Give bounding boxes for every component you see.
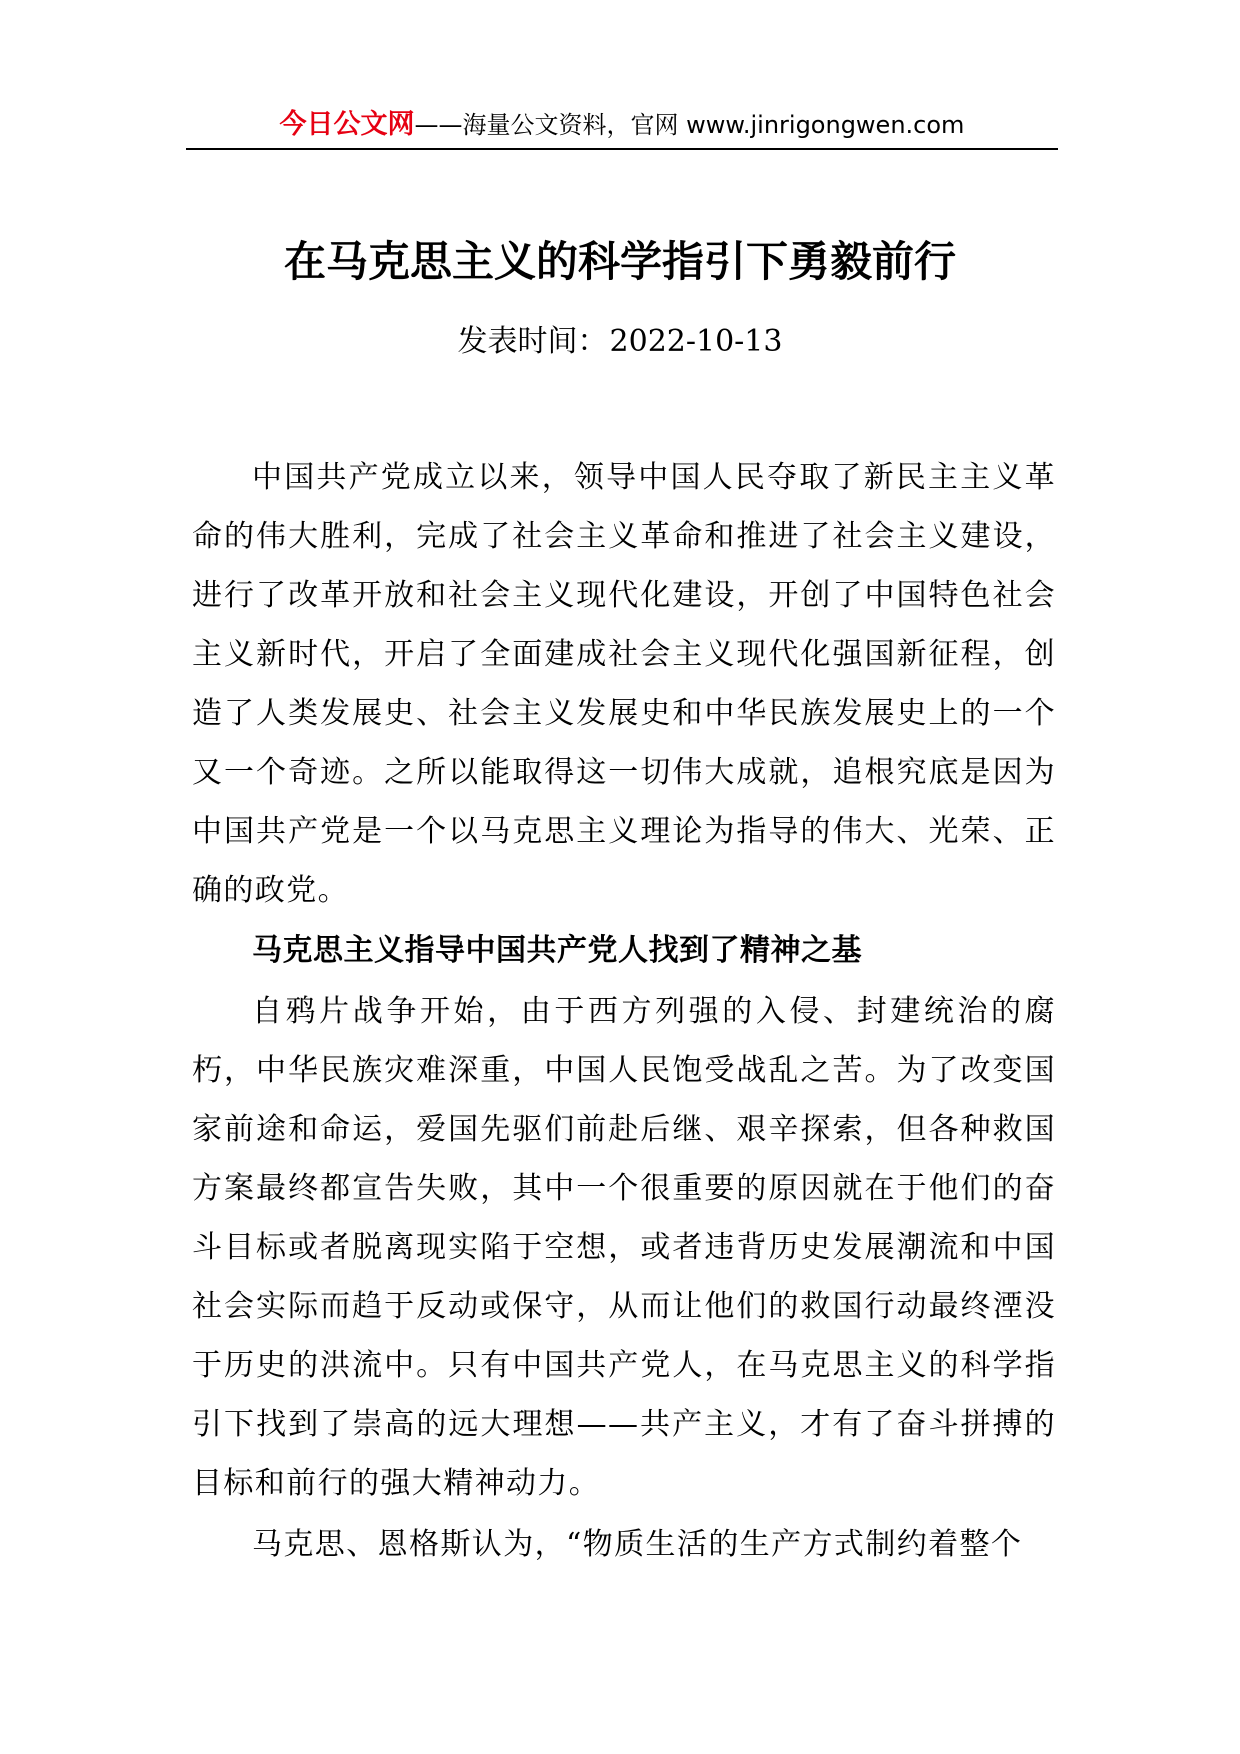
site-brand: 今日公文网	[279, 109, 415, 140]
publish-date-value: 2022-10-13	[609, 324, 783, 359]
paragraph: 马克思、恩格斯认为，“物质生活的生产方式制约着整个	[252, 1527, 1023, 1562]
article-body	[192, 448, 1056, 1574]
paragraph: 自鸦片战争开始，由于西方列强的入侵、封建统治的腐朽，中华民族灾难深重，中国人民饱受战乱之苦。为了改变国家前途和命运，爱国先驱们前赴后继、艰辛探索，但各种救国方案最终都宣告失败，其中一个很重要的原因就在于他们的奋斗目标或者脱离现实陷于空想，或者违背历史发展潮流和中国社会实际而趋于反动或保守，从而让他们的救国行动最终湮没于历史的洪流中。只有中国共产党人，在马克思主义的科学指引下找到了崇高的远大理想——共产主义，才有了奋斗拼搏的目标和前行的强大精神动力。	[192, 994, 1056, 1501]
publish-date	[0, 320, 1240, 364]
paragraph: 中国共产党成立以来，领导中国人民夺取了新民主主义革命的伟大胜利，完成了社会主义革命和推进了社会主义建设，进行了改革开放和社会主义现代化建设，开创了中国特色社会主义新时代，开启了全面建成社会主义现代化强国新征程，创造了人类发展史、社会主义发展史和中华民族发展史上的一个又一个奇迹。之所以能取得这一切伟大成就，追根究底是因为中国共产党是一个以马克思主义理论为指导的伟大、光荣、正确的政党。	[192, 460, 1056, 908]
site-tagline: ——海量公文资料，官网 www.jinrigongwen.com	[414, 111, 965, 139]
article-title: 在马克思主义的科学指引下勇毅前行	[283, 237, 956, 286]
section-heading: 马克思主义指导中国共产党人找到了精神之基	[252, 933, 862, 968]
site-header	[186, 108, 1058, 150]
publish-date-label: 发表时间：	[457, 324, 608, 359]
